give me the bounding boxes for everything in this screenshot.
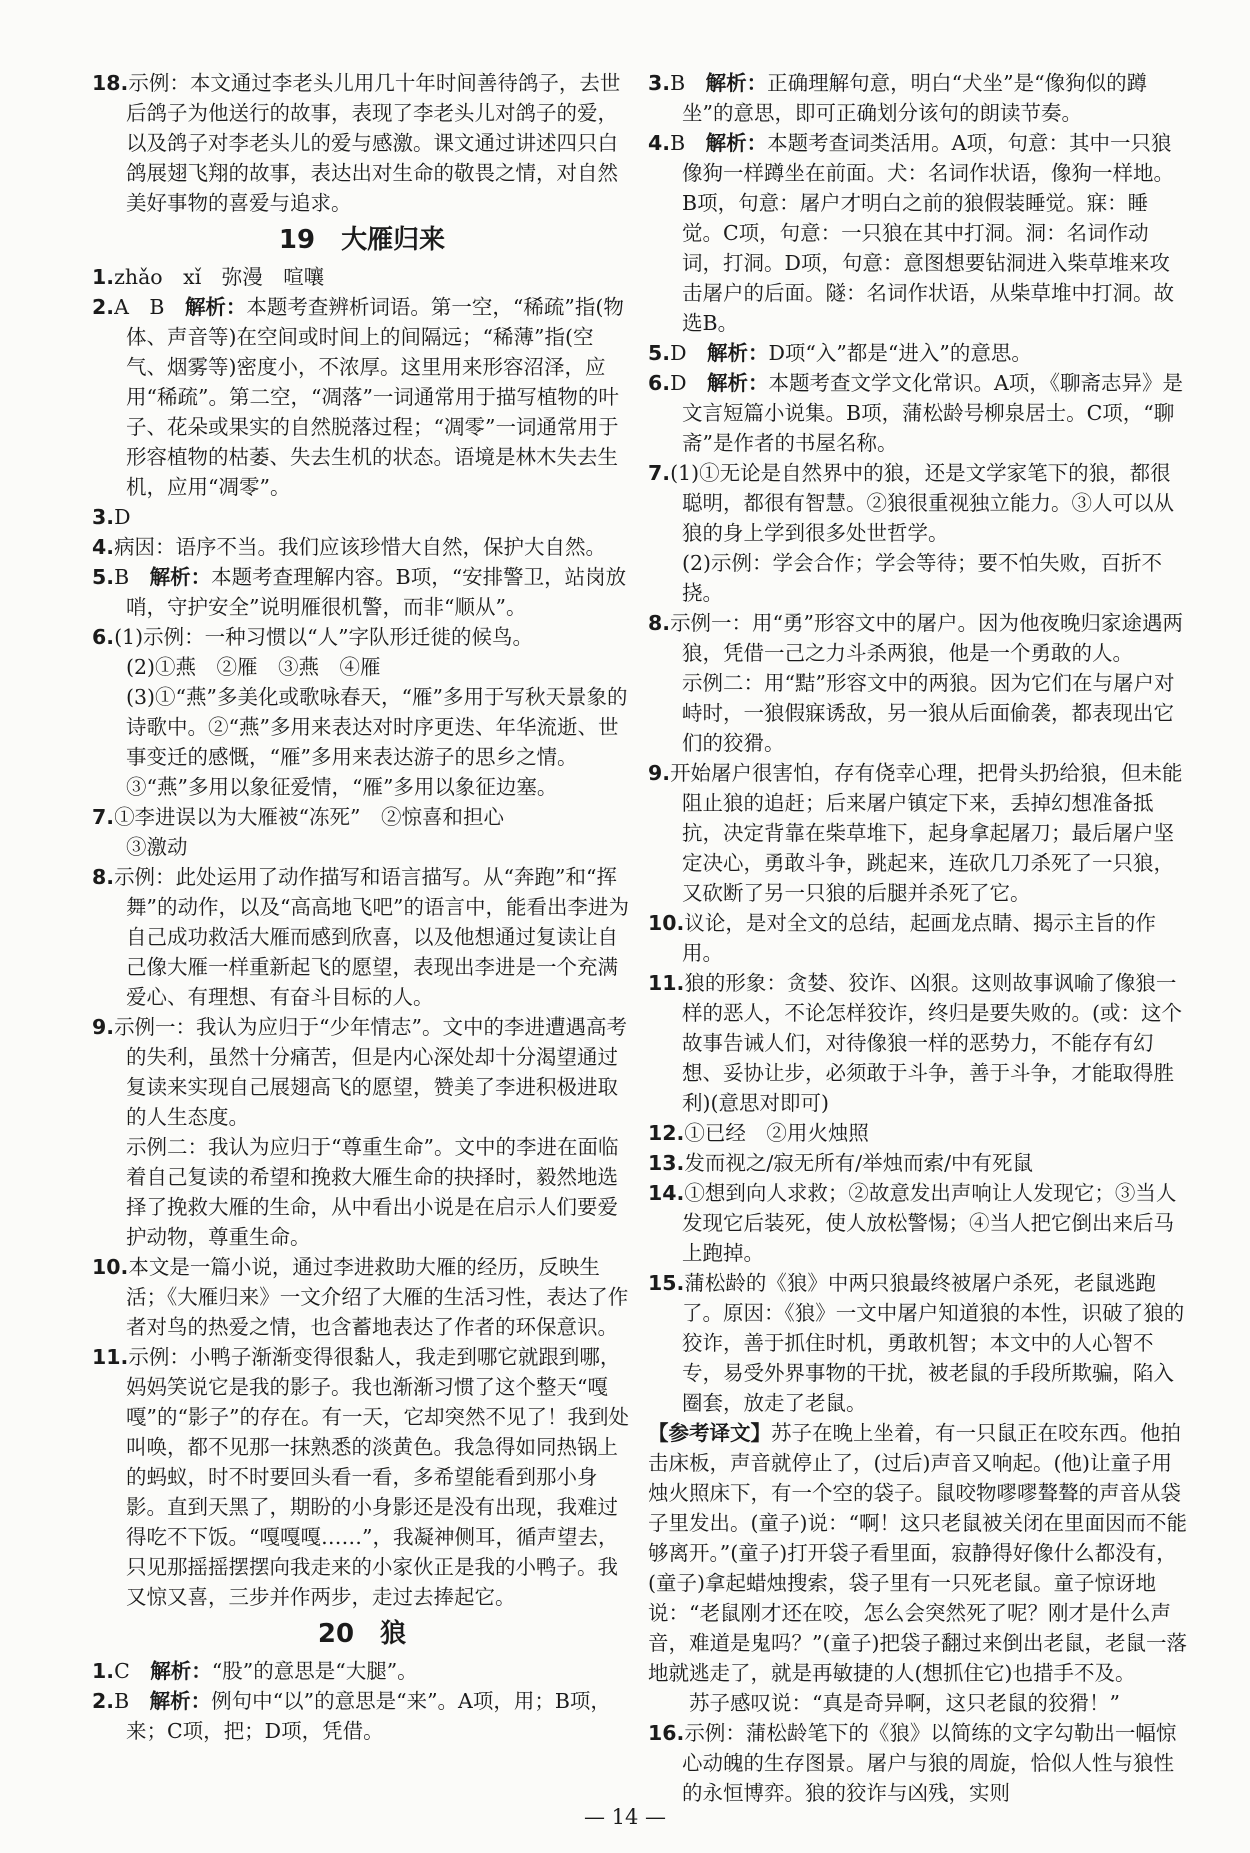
- left-column: [92, 68, 632, 1746]
- section-title-20: 20 狼: [317, 1619, 407, 1649]
- answer-item: 6.(1)示例：一种习惯以“人”字队形迁徙的候鸟。: [92, 625, 534, 649]
- answer-item: 3.D: [92, 505, 131, 529]
- section-20-answers: [92, 1656, 632, 1746]
- answer-item: 1.C 解析：“股”的意思是“大腿”。: [92, 1659, 418, 1683]
- answer-item: 3.B 解析：正确理解句意，明白“犬坐”是“像狗似的蹲坐”的意思，即可正确划分该句的朗读节奏。: [648, 71, 1148, 125]
- answer-item: 9.示例一：我认为应归于“少年情志”。文中的李进遭遇高考的失利，虽然十分痛苦，但是内心深处却十分渴望通过复读来实现自己展翅高飞的愿望，赞美了李进积极进取的人生态度。: [92, 1015, 628, 1129]
- answer-item: 10.议论，是对全文的总结，起画龙点睛、揭示主旨的作用。: [648, 911, 1156, 965]
- answer-subitem: (3)①“燕”多美化或歌咏春天，“雁”多用于写秋天景象的诗歌中。②“燕”多用来表达对时序更迭、年华流逝、世事变迁的感慨，“雁”多用来表达游子的思乡之情。③“燕”多用以象征爱情，“雁”多用以象征边塞。: [126, 685, 628, 799]
- section-20-answers-continued: [648, 68, 1188, 1418]
- answer-item: 18.示例：本文通过李老头儿用几十年时间善待鸽子，去世后鸽子为他送行的故事，表现了李老头儿对鸽子的爱，以及鸽子对李老头儿的爱与感激。课文通过讲述四只白鸽展翅飞翔的故事，表达出对生命的敬畏之情，对自然美好事物的喜爱与追求。: [92, 71, 621, 215]
- answer-item: 6.D 解析：本题考查文学文化常识。A项，《聊斋志异》是文言短篇小说集。B项，蒲松龄号柳泉居士。C项，“聊斋”是作者的书屋名称。: [648, 371, 1184, 455]
- answer-item: 11.示例：小鸭子渐渐变得很黏人，我走到哪它就跟到哪，妈妈笑说它是我的影子。我也渐渐习惯了这个整天“嘎嘎”的“影子”的存在。有一天，它却突然不见了！我到处叫唤，都不见那一抹熟悉的淡黄色。我急得如同热锅上的蚂蚁，时不时要回头看一看，多希望能看到那小身影。直到天黑了，期盼的小身影还是没有出现，我难过得吃不下饭。“嘎嘎嘎……”，我凝神侧耳，循声望去，只见那摇摇摆摆向我走来的小家伙正是我的小鸭子。我又惊又喜，三步并作两步，走过去捧起它。: [92, 1345, 629, 1609]
- translation-paragraph-2: 苏子感叹说：“真是奇异啊，这只老鼠的狡猾！”: [689, 1691, 1120, 1715]
- answer-item: 16.示例：蒲松龄笔下的《狼》以简练的文字勾勒出一幅惊心动魄的生存图景。屠户与狼的周旋，恰似人性与狼性的永恒博弈。狼的狡诈与凶残，实则: [648, 1721, 1177, 1805]
- answer-item: 7.①李进误以为大雁被“冻死” ②惊喜和担心: [92, 805, 505, 829]
- answer-item: 5.D 解析：D项“入”都是“进入”的意思。: [648, 341, 1032, 365]
- answer-item: 15.蒲松龄的《狼》中两只狼最终被屠户杀死，老鼠逃跑了。原因：《狼》一文中屠户知道狼的本性，识破了狼的狡诈，善于抓住时机，勇敢机智；本文中的人心智不专，易受外界事物的干扰，被老鼠的手段所欺骗，陷入圈套，放走了老鼠。: [648, 1271, 1185, 1415]
- answer-item: 4.B 解析：本题考查词类活用。A项，句意：其中一只狼像狗一样蹲坐在前面。犬：名词作状语，像狗一样地。B项，句意：屠户才明白之前的狼假装睡觉。寐：睡觉。C项，句意：一只狼在其中打洞。洞：名词作动词，打洞。D项，句意：意图想要钻洞进入柴草堆来攻击屠户的后面。隧：名词作状语，从柴草堆中打洞。故选B。: [648, 131, 1174, 335]
- answer-item: 1.zhǎo xǐ 弥漫 喧嚷: [92, 265, 325, 289]
- answer-item: 7.(1)①无论是自然界中的狼，还是文学家笔下的狼，都很聪明，都很有智慧。②狼很重视独立能力。③人可以从狼的身上学到很多处世哲学。: [648, 461, 1174, 545]
- answer-item: 12.①已经 ②用火烛照: [648, 1121, 869, 1145]
- answer-subitem: ③激动: [126, 835, 188, 859]
- page-number: — 14 —: [583, 1805, 667, 1829]
- right-column: [648, 68, 1188, 1808]
- answer-item: 2.B 解析：例句中“以”的意思是“来”。A项，用；B项，来；C项，把；D项，凭借。: [92, 1689, 611, 1743]
- answer-item: 11.狼的形象：贪婪、狡诈、凶狠。这则故事讽喻了像狼一样的恶人，不论怎样狡诈，终归是要失败的。(或：这个故事告诫人们，对待像狼一样的恶势力，不能存有幻想、妥协让步，必须敢于斗争，善于斗争，才能取得胜利)(意思对即可): [648, 971, 1182, 1115]
- answer-item: 13.发而视之/寂无所有/举烛而索/中有死鼠: [648, 1151, 1034, 1175]
- answer-item: 8.示例：此处运用了动作描写和语言描写。从“奔跑”和“挥舞”的动作，以及“高高地飞吧”的语言中，能看出李进为自己成功救活大雁而感到欣喜，以及他想通过复读让自己像大雁一样重新起飞的愿望，表现出李进是一个充满爱心、有理想、有奋斗目标的人。: [92, 865, 629, 1009]
- section-19-answers: [92, 262, 632, 1612]
- answer-item: 14.①想到向人求救；②故意发出声响让人发现它；③当人发现它后装死，使人放松警惕；④当人把它倒出来后马上跑掉。: [648, 1181, 1177, 1265]
- section-title-19: 19 大雁归来: [278, 225, 446, 255]
- answer-item: 10.本文是一篇小说，通过李进救助大雁的经历，反映生活；《大雁归来》一文介绍了大雁的生活习性，表达了作者对鸟的热爱之情，也含蓄地表达了作者的环保意识。: [92, 1255, 629, 1339]
- answer-item: 9.开始屠户很害怕，存有侥幸心理，把骨头扔给狼，但未能阻止狼的追赶；后来屠户镇定下来，丢掉幻想准备抵抗，决定背靠在柴草堆下，起身拿起屠刀；最后屠户坚定决心，勇敢斗争，跳起来，连砍几刀杀死了一只狼，又砍断了另一只狼的后腿并杀死了它。: [648, 761, 1183, 905]
- answer-subitem: (2)示例：学会合作；学会等待；要不怕失败，百折不挠。: [682, 551, 1163, 605]
- translation: 【参考译文】苏子在晚上坐着，有一只鼠正在咬东西。他拍击床板，声音就停止了，(过后)声音又响起。(他)让童子用烛火照床下，有一个空的袋子。鼠咬物嘐嘐聱聱的声音从袋子里发出。(童子)说：“啊！这只老鼠被关闭在里面因而不能够离开。”(童子)打开袋子看里面，寂静得好像什么都没有，(童子)拿起蜡烛搜索，袋子里有一只死老鼠。童子惊讶地说：“老鼠刚才还在咬，怎么会突然死了呢？刚才是什么声音，难道是鬼吗？”(童子)把袋子翻过来倒出老鼠，老鼠一落地就逃走了，就是再敏捷的人(想抓住它)也措手不及。: [648, 1421, 1187, 1685]
- answer-item: 2.A B 解析：本题考查辨析词语。第一空，“稀疏”指(物体、声音等)在空间或时间上的间隔远；“稀薄”指(空气、烟雾等)密度小，不浓厚。这里用来形容沼泽，应用“稀疏”。第二空，“凋落”一词通常用于描写植物的叶子、花朵或果实的自然脱落过程；“凋零”一词通常用于形容植物的枯萎、失去生机的状态。语境是林木失去生机，应用“凋零”。: [92, 295, 624, 499]
- answer-subitem: 示例二：用“黠”形容文中的两狼。因为它们在与屠户对峙时，一狼假寐诱敌，另一狼从后面偷袭，都表现出它们的狡猾。: [682, 671, 1175, 755]
- answer-item: 4.病因：语序不当。我们应该珍惜大自然，保护大自然。: [92, 535, 607, 559]
- answer-subitem: (2)①燕 ②雁 ③燕 ④雁: [126, 655, 381, 679]
- answer-subitem: 示例二：我认为应归于“尊重生命”。文中的李进在面临着自己复读的希望和挽救大雁生命的抉择时，毅然地选择了挽救大雁的生命，从中看出小说是在启示人们要爱护动物，尊重生命。: [126, 1135, 619, 1249]
- answer-item: 8.示例一：用“勇”形容文中的屠户。因为他夜晚归家途遇两狼，凭借一己之力斗杀两狼，他是一个勇敢的人。: [648, 611, 1184, 665]
- answer-item: 5.B 解析：本题考查理解内容。B项，“安排警卫，站岗放哨，守护安全”说明雁很机警，而非“顺从”。: [92, 565, 627, 619]
